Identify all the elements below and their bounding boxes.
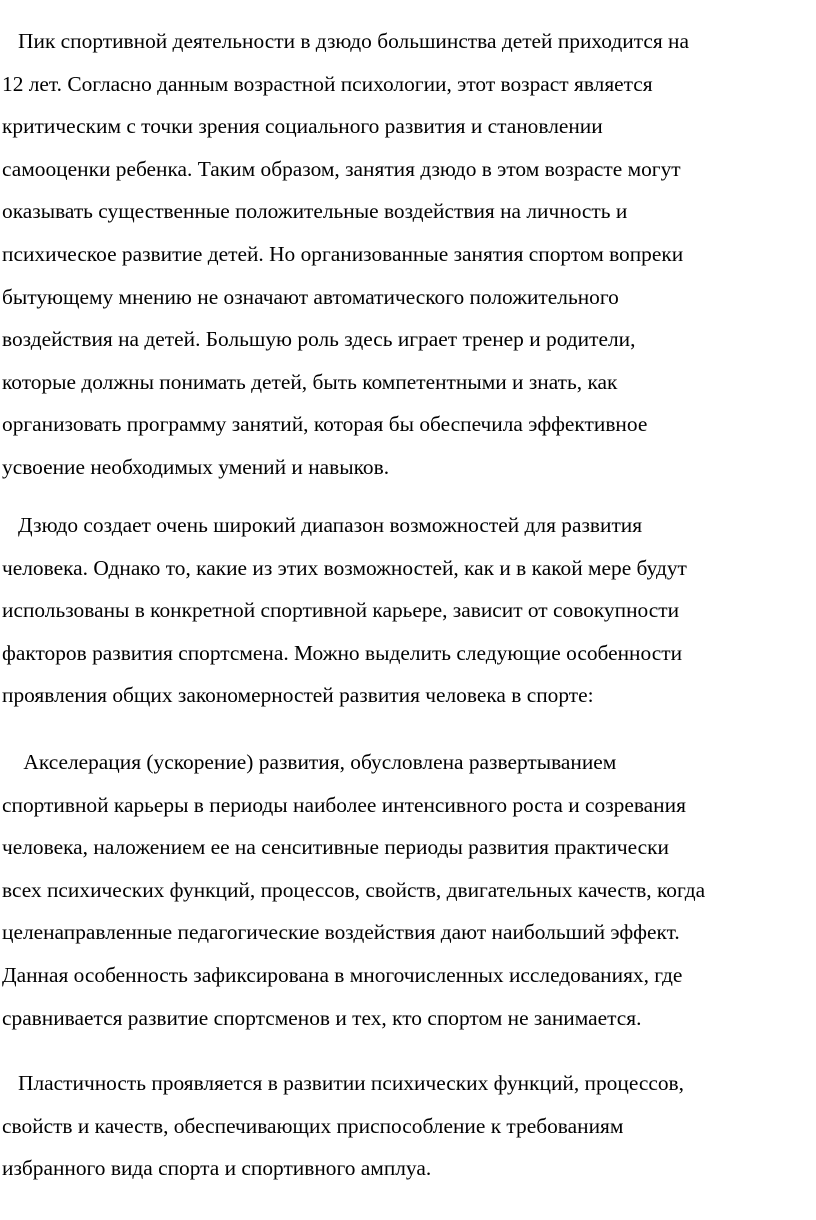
text-line: Пластичность проявляется в развитии психических функций, процессов,	[2, 1071, 684, 1095]
text-line: Дзюдо создает очень широкий диапазон возможностей для развития	[2, 513, 643, 537]
paragraph-plasticity	[2, 1062, 684, 1190]
text-line: всех психических функций, процессов, свойств, двигательных качеств, когда	[2, 877, 706, 902]
text-line: целенаправленные педагогические воздействия дают наибольший эффект.	[2, 920, 680, 945]
text-line: критическим с точки зрения социального развития и становлении	[2, 114, 603, 139]
text-line: психическое развитие детей. Но организованные занятия спортом вопреки	[2, 241, 684, 266]
paragraph-judo-peak-age	[2, 20, 689, 489]
text-line: сравнивается развитие спортсменов и тех, кто спортом не занимается.	[2, 1005, 642, 1030]
text-line: Данная особенность зафиксирована в многочисленных исследованиях, где	[2, 962, 683, 987]
text-line: спортивной карьеры в периоды наиболее интенсивного роста и созревания	[2, 792, 686, 817]
text-line: организовать программу занятий, которая бы обеспечила эффективное	[2, 412, 648, 437]
text-line: усвоение необходимых умений и навыков.	[2, 454, 390, 479]
text-line: проявления общих закономерностей развития человека в спорте:	[2, 683, 594, 708]
text-line: человека, наложением ее на сенситивные периоды развития практически	[2, 835, 669, 860]
paragraph-acceleration	[2, 741, 705, 1039]
text-line: бытующему мнению не означают автоматического положительного	[2, 284, 619, 309]
text-line: Акселерация (ускорение) развития, обусловлена развертыванием	[2, 750, 617, 774]
text-line: использованы в конкретной спортивной карьере, зависит от совокупности	[2, 598, 680, 623]
text-line: самооценки ребенка. Таким образом, занятия дзюдо в этом возрасте могут	[2, 156, 681, 181]
text-line: факторов развития спортсмена. Можно выделить следующие особенности	[2, 640, 683, 665]
text-line: 12 лет. Согласно данным возрастной психологии, этот возраст является	[2, 71, 653, 96]
text-line: избранного вида спорта и спортивного амплуа.	[2, 1156, 432, 1181]
text-line: Пик спортивной деятельности в дзюдо большинства детей приходится на	[2, 29, 689, 53]
text-line: которые должны понимать детей, быть компетентными и знать, как	[2, 369, 618, 394]
text-line: оказывать существенные положительные воздействия на личность и	[2, 199, 628, 224]
paragraph-development-opportunities	[2, 504, 687, 717]
text-line: человека. Однако то, какие из этих возможностей, как и в какой мере будут	[2, 555, 687, 580]
text-line: свойств и качеств, обеспечивающих приспособление к требованиям	[2, 1113, 624, 1138]
text-line: воздействия на детей. Большую роль здесь играет тренер и родители,	[2, 327, 636, 352]
